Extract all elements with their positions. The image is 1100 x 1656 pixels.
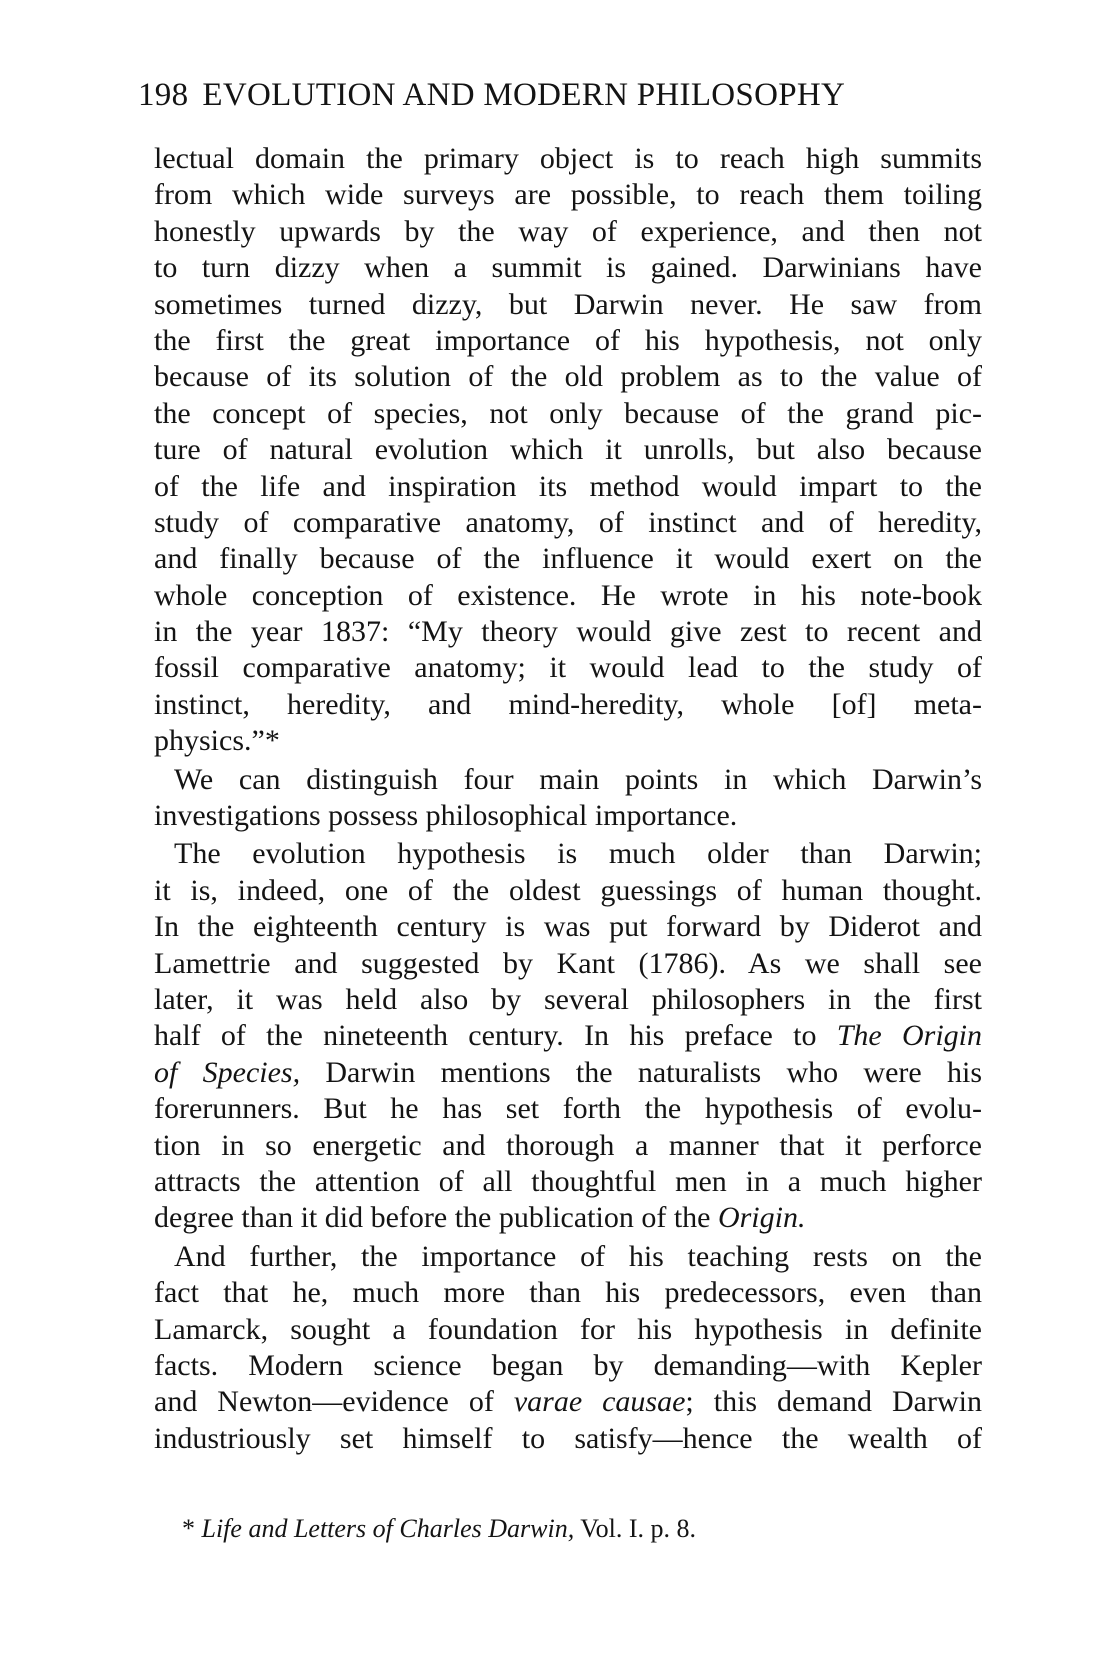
text-line: The evolution hypothesis is much older than Darwin;: [174, 837, 982, 871]
text-line: the concept of species, not only because of the grand pic-: [154, 396, 982, 430]
body-text: [154, 141, 982, 1457]
text-line: study of comparative anatomy, of instinct and of heredity,: [154, 505, 982, 539]
paragraph: [154, 1239, 982, 1457]
text-line: In the eighteenth century is was put forward by Diderot and: [154, 910, 982, 944]
text-line: attracts the attention of all thoughtful men in a much higher: [154, 1164, 982, 1198]
footnote: [182, 1512, 696, 1546]
text-line: fact that he, much more than his predecessors, even than: [154, 1276, 982, 1310]
text-line: it is, indeed, one of the oldest guessings of human thought.: [154, 873, 982, 907]
text-line: physics.”*: [154, 724, 280, 758]
text-line: facts. Modern science began by demanding—with Kepler: [154, 1348, 982, 1382]
text-line: investigations possess philosophical importance.: [154, 799, 738, 833]
text-line: sometimes turned dizzy, but Darwin never. He saw from: [154, 287, 982, 321]
text-line: the first the great importance of his hypothesis, not only: [154, 323, 982, 357]
text-line: fossil comparative anatomy; it would lead to the study of: [154, 651, 982, 685]
paragraph: [154, 141, 982, 760]
text-line: in the year 1837: “My theory would give zest to recent and: [154, 615, 982, 649]
running-head: [138, 74, 968, 116]
text-line: We can distinguish four main points in which Darwin’s: [174, 762, 982, 796]
text-line: lectual domain the primary object is to reach high summits: [154, 142, 982, 175]
text-line: degree than it did before the publication of the Origin.: [154, 1201, 806, 1235]
text-line: tion in so energetic and thorough a manner that it perforce: [154, 1128, 982, 1162]
text-line: industriously set himself to satisfy—hence the wealth of: [154, 1421, 982, 1455]
text-line: And further, the importance of his teaching rests on the: [174, 1239, 982, 1273]
text-line: Lamettrie and suggested by Kant (1786). As we shall see: [154, 946, 982, 980]
page-number: 198: [138, 77, 189, 113]
text-line: instinct, heredity, and mind-heredity, whole [of] meta-: [154, 687, 982, 721]
running-head-title: EVOLUTION AND MODERN PHILOSOPHY: [202, 77, 846, 113]
text-line: and finally because of the influence it would exert on the: [154, 542, 982, 576]
text-line: later, it was held also by several philosophers in the first: [154, 982, 982, 1016]
text-line: half of the nineteenth century. In his preface to The Origin: [154, 1019, 982, 1053]
text-line: ture of natural evolution which it unrolls, but also because: [154, 433, 982, 467]
text-line: honestly upwards by the way of experience, and then not: [154, 214, 982, 248]
text-line: whole conception of existence. He wrote in his note-book: [154, 578, 982, 612]
text-line: Lamarck, sought a foundation for his hypothesis in definite: [154, 1312, 982, 1346]
text-line: and Newton—evidence of varae causae; this demand Darwin: [154, 1385, 982, 1419]
text-line: of the life and inspiration its method would impart to the: [154, 469, 982, 503]
footnote-marker: *: [182, 1514, 195, 1543]
text-line: forerunners. But he has set forth the hypothesis of evolu-: [154, 1092, 982, 1126]
paragraph: [154, 762, 982, 835]
footnote-title: Life and Letters of Charles Darwin,: [201, 1514, 575, 1543]
text-line: to turn dizzy when a summit is gained. Darwinians have: [154, 251, 982, 285]
text-line: from which wide surveys are possible, to reach them toiling: [154, 178, 982, 212]
text-line: of Species, Darwin mentions the naturalists who were his: [154, 1055, 983, 1089]
footnote-reference: Vol. I. p. 8.: [580, 1514, 697, 1543]
paragraph: [154, 836, 982, 1236]
text-line: because of its solution of the old problem as to the value of: [154, 360, 982, 394]
